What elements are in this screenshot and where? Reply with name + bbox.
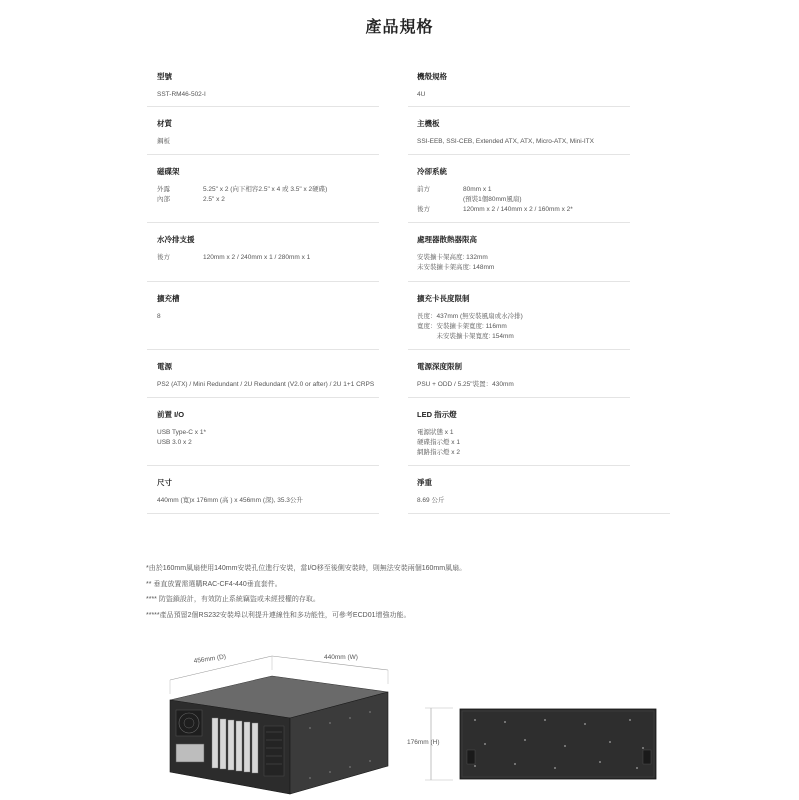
divider [408, 513, 670, 514]
divider [147, 154, 379, 155]
spec-label: 磁碟架 [157, 167, 180, 176]
spec-value: 4U [417, 91, 426, 98]
spec-expansion-card [417, 293, 657, 342]
divider [147, 222, 379, 223]
spec-row: 內部 2.5" x 2 [157, 196, 225, 203]
spec-led [417, 409, 657, 458]
footnote: *****產品預留2個RS232安裝埠以利提升連線性和多功能性，可參考ECD01增強功能。 [146, 611, 411, 619]
spec-row: 後方 120mm x 2 / 140mm x 2 / 160mm x 2* [417, 206, 573, 213]
spec-value: SST-RM46-502-I [157, 91, 206, 98]
divider [147, 281, 379, 282]
spec-label: 機殼規格 [417, 72, 447, 81]
footnote: *由於160mm風扇使用140mm安裝孔位進行安裝，當I/O移至後側安裝時，則無法安裝兩個160mm風扇。 [146, 565, 467, 572]
spec-line: USB Type-C x 1* [157, 429, 207, 436]
spec-line: 安裝擴卡架高度: 132mm [417, 254, 488, 261]
spec-cpu-cooler [417, 234, 657, 273]
spec-label: 尺寸 [157, 478, 172, 487]
divider [147, 397, 379, 398]
page-title: 產品規格 [365, 19, 434, 36]
divider [147, 513, 379, 514]
spec-row: 前方 80mm x 1 [417, 186, 492, 193]
spec-label: 型號 [157, 72, 172, 81]
spec-psu-depth [417, 361, 657, 390]
spec-label: 處理器散熱器限高 [417, 235, 477, 244]
spec-value: PSU + ODD / 5.25"裝置：430mm [417, 381, 514, 388]
spec-radiator [157, 234, 397, 263]
spec-label: 冷卻系統 [417, 167, 447, 176]
divider [147, 465, 379, 466]
spec-line: 長度：437mm (無安裝風扇或水冷排) [417, 313, 523, 320]
spec-label: 淨重 [417, 478, 432, 487]
spec-front-io [157, 409, 397, 448]
spec-label: 電源深度限制 [417, 362, 462, 371]
spec-cooling [417, 166, 657, 215]
spec-label: 電源 [157, 362, 172, 371]
divider [147, 349, 379, 350]
spec-motherboard [417, 118, 677, 147]
divider [408, 465, 630, 466]
divider [408, 222, 630, 223]
spec-line: USB 3.0 x 2 [157, 439, 192, 446]
spec-value: 8 [157, 313, 161, 320]
spec-row: 外露 5.25" x 2 (向下相容2.5" x 4 或 3.5" x 2硬碟) [157, 186, 328, 193]
spec-drive-bays [157, 166, 397, 205]
spec-line: 寬度：安裝擴卡架寬度: 116mm [417, 323, 507, 330]
spec-dimensions [157, 477, 397, 506]
footnotes [146, 561, 666, 623]
spec-value: 440mm (寬)x 176mm (高 ) x 456mm (深), 35.3公升 [157, 497, 303, 504]
spec-label: 擴充槽 [157, 294, 180, 303]
spec-value: SSI-EEB, SSI-CEB, Extended ATX, ATX, Micro-ATX, Mini-ITX [417, 138, 594, 145]
divider [408, 106, 630, 107]
spec-label: 擴充卡長度限制 [417, 294, 470, 303]
spec-model [157, 71, 397, 100]
spec-net-weight [417, 477, 657, 506]
spec-label: 材質 [157, 119, 172, 128]
chassis-isometric-figure [160, 648, 400, 796]
spec-row: (預裝1個80mm風扇) [463, 196, 522, 203]
psu-bay [176, 744, 204, 762]
divider [408, 397, 630, 398]
spec-label: 水冷排支援 [157, 235, 195, 244]
footnote: **** 防盜鎖設計，有效防止系統竊盜或未經授權的存取。 [146, 596, 320, 603]
spec-form-factor [417, 71, 657, 100]
spec-label: 前置 I/O [157, 410, 185, 419]
spec-line: 硬碟指示燈 x 1 [417, 439, 460, 446]
divider [147, 106, 379, 107]
depth-label: 456mm (D) [193, 653, 227, 665]
spec-psu [157, 361, 407, 390]
spec-line: 電源狀態 x 1 [417, 429, 454, 436]
divider [408, 349, 630, 350]
spec-line: 網路指示燈 x 2 [417, 449, 460, 456]
spec-expansion-slots [157, 293, 397, 322]
spec-label: LED 指示燈 [417, 410, 457, 419]
rack-ear [467, 750, 475, 764]
fan-grille-icon [176, 710, 202, 736]
chassis-side-figure [405, 700, 665, 795]
spec-label: 主機板 [417, 119, 440, 128]
spec-material [157, 118, 397, 147]
spec-line: 未安裝擴卡架寬度: 154mm [417, 333, 514, 340]
spec-row: 後方 120mm x 2 / 240mm x 1 / 280mm x 1 [157, 254, 311, 261]
width-label: 440mm (W) [324, 654, 358, 661]
spec-line: 未安裝擴卡架高度: 148mm [417, 264, 495, 271]
divider [408, 281, 630, 282]
rear-vent-grid [264, 726, 284, 776]
spec-value: 8.69 公斤 [417, 497, 445, 504]
footnote: ** 垂直放置需選購RAC-CF4-440垂直套件。 [146, 580, 282, 588]
spec-value: 鋼板 [157, 138, 170, 145]
height-label: 176mm (H) [407, 739, 440, 746]
spec-value: PS2 (ATX) / Mini Redundant / 2U Redundant (V2.0 or after) / 2U 1+1 CRPS [157, 381, 375, 388]
rack-ear [643, 750, 651, 764]
chassis-side-panel [460, 709, 656, 779]
divider [408, 154, 630, 155]
